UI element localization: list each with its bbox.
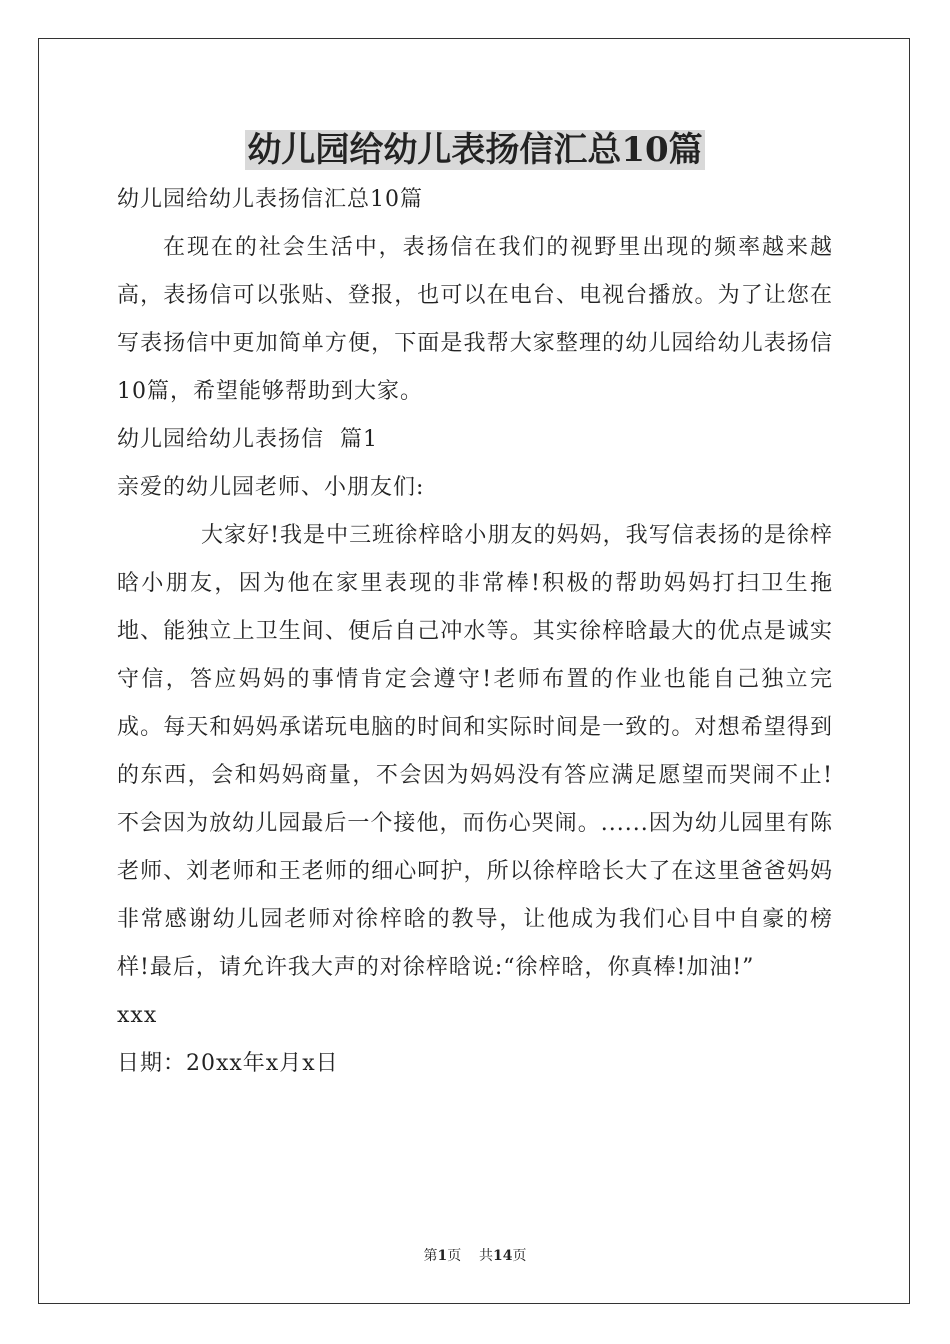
salutation: 亲爱的幼儿园老师、小朋友们: (117, 475, 425, 500)
signature: xxx (117, 1003, 158, 1028)
date-line: 日期：20xx年x月x日 (117, 1051, 339, 1076)
footer-page-prefix: 第 (423, 1248, 438, 1264)
letter-body: 大家好!我是中三班徐梓晗小朋友的妈妈，我写信表扬的是徐梓晗小朋友，因为他在家里表现的非常棒!积极的帮助妈妈打扫卫生拖地、能独立上卫生间、便后自己冲水等。其实徐梓晗最大的优点是诚实守信，答应妈妈的事情肯定会遵守!老师布置的作业也能自己独立完成。每天和妈妈承诺玩电脑的时间和实际时间是一致的。对想希望得到的东西，会和妈妈商量，不会因为妈妈没有答应满足愿望而哭闹不止!不会因为放幼儿园最后一个接他，而伤心哭闹。......因为幼儿园里有陈老师、刘老师和王老师的细心呵护，所以徐梓晗长大了在这里爸爸妈妈非常感谢幼儿园老师对徐梓晗的教导，让他成为我们心目中自豪的榜样!最后，请允许我大声的对徐梓晗说:“徐梓晗，你真棒!加油!” (117, 523, 833, 980)
document-title (0, 128, 950, 172)
intro-paragraph: 在现在的社会生活中，表扬信在我们的视野里出现的频率越来越高，表扬信可以张贴、登报，也可以在电台、电视台播放。为了让您在写表扬信中更加简单方便，下面是我帮大家整理的幼儿园给幼儿表扬信10篇，希望能够帮助到大家。 (117, 235, 833, 404)
footer-page-number: 1 (437, 1248, 448, 1264)
document-subtitle: 幼儿园给幼儿表扬信汇总10篇 (117, 187, 423, 212)
page-footer (0, 1246, 950, 1266)
section-heading: 幼儿园给幼儿表扬信 篇1 (117, 427, 378, 452)
footer-page-suffix: 页 (447, 1248, 462, 1264)
document-title-text: 幼儿园给幼儿表扬信汇总10篇 (247, 130, 703, 170)
footer-total-suffix: 页 (512, 1248, 527, 1264)
footer-total-prefix: 共 (479, 1248, 494, 1264)
footer-total-pages: 14 (493, 1248, 513, 1264)
document-body (117, 176, 833, 1088)
